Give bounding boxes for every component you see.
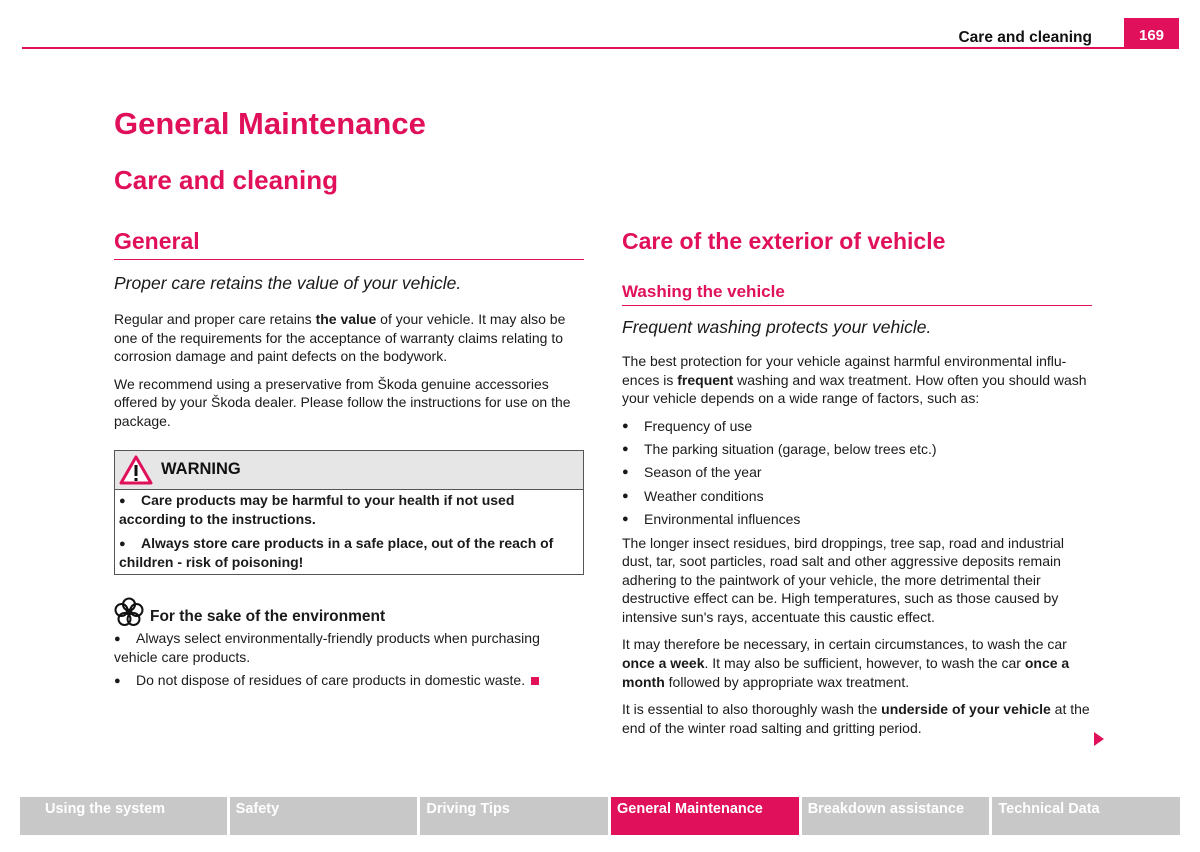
bullet-icon: ● (114, 632, 121, 645)
environment-item: ● Always select environmentally-friendly products when purchasing vehicle care products. (114, 629, 540, 666)
tab-technical-data[interactable]: Technical Data (992, 797, 1180, 835)
washing-subheading: Washing the vehicle (622, 281, 1092, 306)
warning-triangle-icon (119, 455, 153, 485)
list-item: ● Weather conditions (622, 487, 764, 504)
bullet-icon: ● (622, 443, 629, 456)
warning-item: ● Care products may be harmful to your health if not used according to the instructions. (119, 491, 515, 528)
general-paragraph-1: Regular and proper care retains the value of your vehicle. It may also be one of the requirements for the acceptance of warranty claims relating to corrosion damage and paint defects on the bodywork. (114, 311, 566, 365)
tab-safety[interactable]: Safety (230, 797, 418, 835)
chapter-title: General Maintenance (114, 106, 426, 141)
bullet-icon: ● (119, 537, 126, 550)
general-heading: General (114, 226, 584, 260)
tab-breakdown-assistance[interactable]: Breakdown assistance (802, 797, 990, 835)
warning-box (114, 450, 584, 575)
flower-icon (114, 597, 144, 627)
running-header: Care and cleaning (958, 29, 1092, 46)
environment-label: For the sake of the environment (150, 607, 386, 625)
factors-list (622, 417, 1092, 529)
bullet-icon: ● (622, 419, 629, 432)
list-item: ● The parking situation (garage, below trees etc.) (622, 441, 937, 458)
bullet-icon: ● (622, 512, 629, 525)
environment-item: ● Do not dispose of residues of care products in domestic waste. (114, 671, 584, 691)
list-item: ● Frequency of use (622, 417, 753, 434)
section-end-marker (531, 677, 539, 685)
tab-general-maintenance[interactable]: General Maintenance (611, 797, 799, 835)
warning-body (115, 490, 583, 574)
exterior-heading: Care of the exterior of vehicle (622, 228, 946, 254)
tab-driving-tips[interactable]: Driving Tips (420, 797, 608, 835)
warning-item: ● Always store care products in a safe place, out of the reach of children - risk of poisoning! (119, 534, 554, 571)
right-column (622, 226, 1092, 737)
bullet-icon: ● (119, 494, 126, 507)
section-title: Care and cleaning (114, 165, 338, 195)
list-item: ● Environmental influences (622, 510, 801, 527)
page-number: 169 (1124, 18, 1179, 49)
washing-paragraph-1: The best protection for your vehicle against harmful environmental influ-ences is frequent washing and wax treatment. How often you should wash your vehicle depends on a wide range of factors, such as: (622, 353, 1087, 407)
continue-arrow-icon[interactable] (1094, 732, 1104, 746)
bullet-icon: ● (114, 674, 121, 687)
bullet-icon: ● (622, 489, 629, 502)
general-lead: Proper care retains the value of your vehicle. (114, 273, 462, 293)
list-item: ● Season of the year (622, 464, 762, 481)
washing-paragraph-2: The longer insect residues, bird droppings, tree sap, road and industrial dust, tar, soot particles, road salt and other aggressive deposits remain adhering to the paintwork of your vehicle, the more detrimental their destructive effect can be. High temperatures, such as those caused by intensive sun's rays, accentuate this caustic effect. (622, 534, 1065, 625)
warning-label: WARNING (161, 460, 241, 479)
washing-paragraph-4: It is essential to also thoroughly wash the underside of your vehicle at the end of the winter road salting and gritting period. (622, 701, 1090, 736)
warning-header (115, 451, 583, 490)
chapter-tabs (20, 797, 1180, 835)
tab-using-the-system[interactable]: Using the system (20, 797, 227, 835)
header-rule (22, 47, 1179, 49)
general-paragraph-2: We recommend using a preservative from Škoda genuine accessories offered by your Škoda dealer. Please follow the instructions for use on the package. (114, 375, 571, 429)
washing-lead: Frequent washing protects your vehicle. (622, 317, 932, 337)
washing-paragraph-3: It may therefore be necessary, in certain circumstances, to wash the car once a week. It may also be sufficient, however, to wash the car once a month followed by appropriate wax treatment. (622, 636, 1070, 690)
left-column (114, 226, 584, 690)
environment-header (114, 597, 584, 627)
bullet-icon: ● (622, 466, 629, 479)
